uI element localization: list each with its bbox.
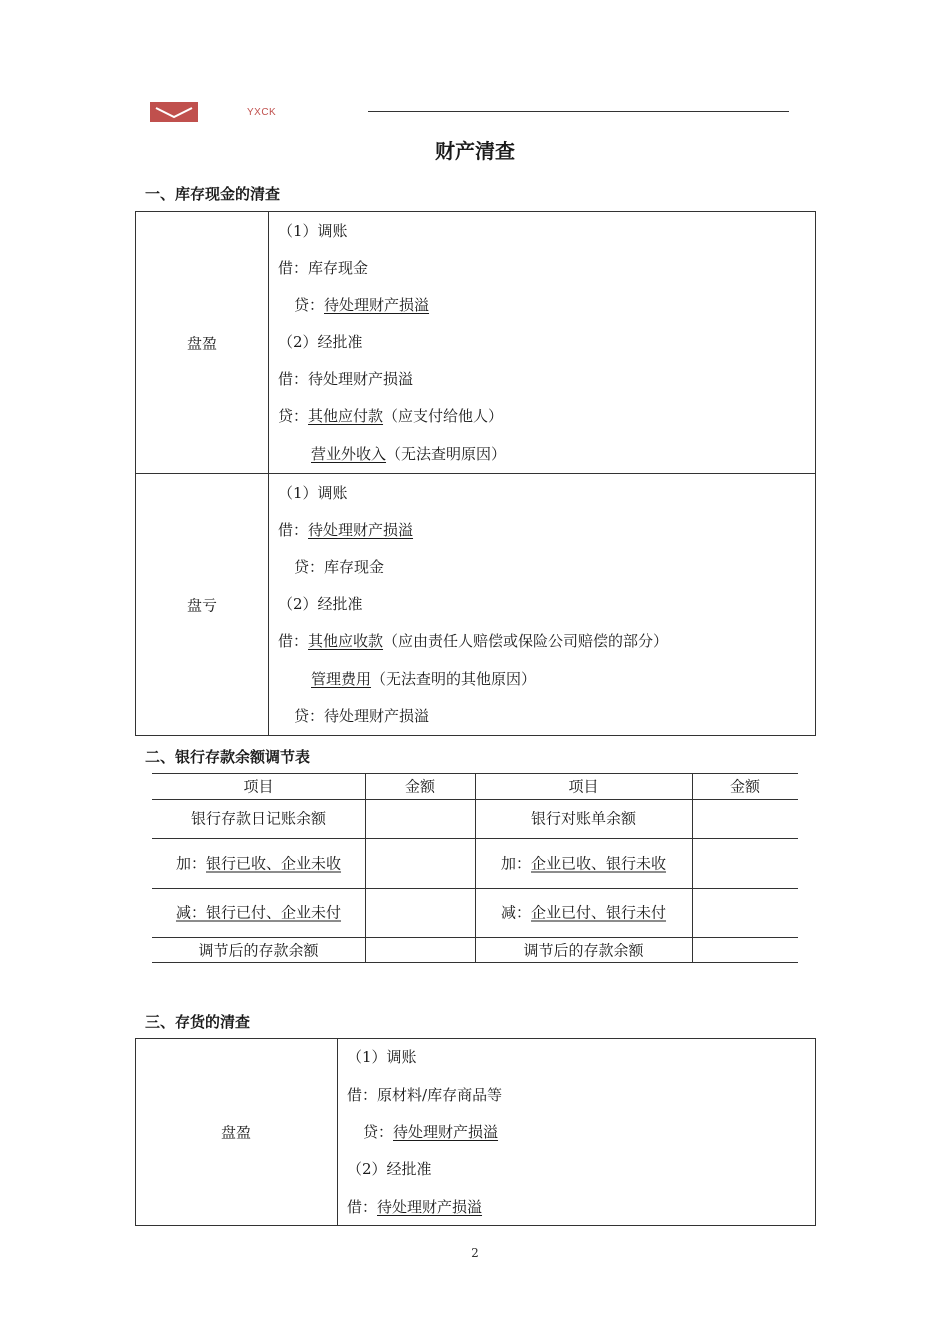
- bank-table-col-divider-1: [365, 773, 366, 962]
- bank-row-2-right: 加：企业已收、银行未收: [500, 854, 667, 873]
- inventory-surplus-line-2: 借：原材料/库存商品等: [347, 1086, 503, 1104]
- inventory-surplus-line-3: 贷：待处理财产损溢: [363, 1123, 499, 1141]
- cash-shortage-line-3: 贷：库存现金: [294, 558, 385, 576]
- bank-table-bottom-rule: [152, 962, 798, 963]
- bank-row-4-left: 调节后的存款余额: [198, 941, 319, 960]
- bank-row-1-left: 银行存款日记账余额: [190, 809, 326, 828]
- page-number: 2: [471, 1246, 479, 1260]
- bank-header-amount-left: 金额: [404, 777, 435, 796]
- cash-shortage-line-4: （2）经批准: [278, 595, 363, 613]
- bank-table-col-divider-3: [692, 773, 693, 962]
- cash-shortage-line-6: 管理费用（无法查明的其他原因）: [311, 670, 537, 688]
- section-heading-bank: 二、银行存款余额调节表: [145, 748, 311, 766]
- cash-surplus-line-4: （2）经批准: [278, 333, 363, 351]
- cash-table-row-divider: [135, 473, 816, 474]
- bank-row-4-right: 调节后的存款余额: [523, 941, 644, 960]
- cash-shortage-line-2: 借：待处理财产损溢: [278, 521, 414, 539]
- cash-surplus-line-7: 营业外收入（无法查明原因）: [311, 445, 507, 463]
- section-heading-inventory: 三、存货的清查: [145, 1013, 251, 1031]
- inventory-table-divider: [337, 1038, 338, 1226]
- cash-surplus-line-2: 借：库存现金: [278, 259, 369, 277]
- cash-shortage-line-7: 贷：待处理财产损溢: [294, 707, 430, 725]
- cash-shortage-line-1: （1）调账: [278, 484, 348, 502]
- company-logo: [150, 102, 198, 122]
- bank-row-3-left: 减：银行已付、企业未付: [175, 903, 342, 922]
- cash-surplus-line-1: （1）调账: [278, 222, 348, 240]
- cash-surplus-line-3: 贷：待处理财产损溢: [294, 296, 430, 314]
- logo-text: YXCK: [247, 107, 277, 118]
- bank-row-1-right: 银行对账单余额: [530, 809, 636, 828]
- inventory-surplus-label: 盘盈: [220, 1123, 252, 1142]
- header-rule: [368, 111, 789, 112]
- bank-row-3-right: 减：企业已付、银行未付: [500, 903, 667, 922]
- bank-header-item-left: 项目: [243, 777, 274, 796]
- bank-header-amount-right: 金额: [729, 777, 760, 796]
- cash-surplus-line-6: 贷：其他应付款（应支付给他人）: [278, 407, 504, 425]
- bank-row-2-left: 加：银行已收、企业未收: [175, 854, 342, 873]
- cash-surplus-line-5: 借：待处理财产损溢: [278, 370, 414, 388]
- cash-surplus-label: 盘盈: [186, 334, 218, 353]
- inventory-surplus-line-4: （2）经批准: [347, 1160, 432, 1178]
- cash-shortage-label: 盘亏: [186, 596, 218, 615]
- inventory-surplus-line-5: 借：待处理财产损溢: [347, 1198, 483, 1216]
- bank-header-item-right: 项目: [568, 777, 599, 796]
- page-title: 财产清查: [435, 139, 515, 163]
- cash-shortage-line-5: 借：其他应收款（应由责任人赔偿或保险公司赔偿的部分）: [278, 632, 669, 650]
- inventory-surplus-line-1: （1）调账: [347, 1048, 417, 1066]
- section-heading-cash: 一、库存现金的清查: [145, 185, 281, 203]
